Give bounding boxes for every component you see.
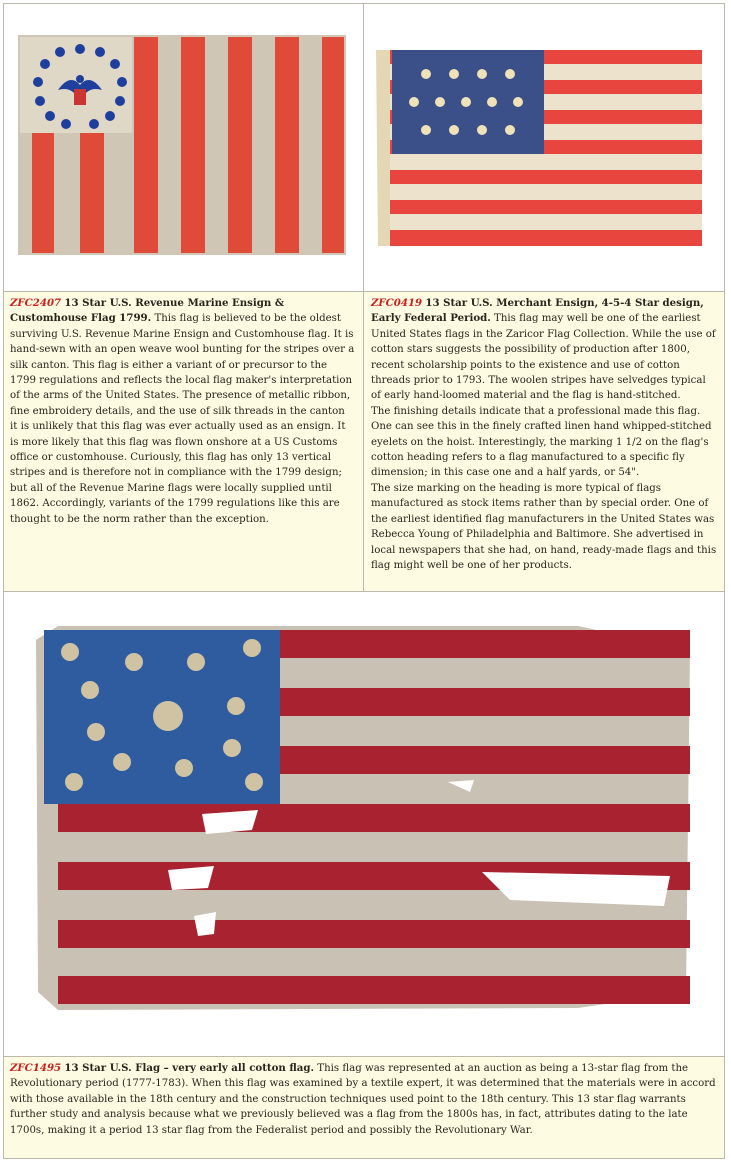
catalog-code: ZFC1495: [10, 1062, 62, 1074]
column-divider: [363, 3, 364, 591]
flag-description: This flag was represented at an auction as being a 13-star flag from the Revolutionary period (1777-1783). When this flag was examined by a textile expert, it was determined that the materials were in accord with those available in the 18th century and the construction techniques used point to the 18th century. This 13 star flag warrants further study and analysis because what we previously believed was a flag from the 1800s has, in fact, attributes dating to the late 1700s, making it a period 13 star flag from the Federalist period and possibly the Revolutionary War.: [10, 1063, 716, 1136]
catalog-code: ZFC0419: [371, 297, 423, 309]
flag-title: 13 Star U.S. Merchant Ensign, 4-5-4 Star design, Early Federal Period.: [371, 297, 704, 325]
flag-description: This flag is believed to be the oldest surviving U.S. Revenue Marine Ensign and Customhouse flag. It is hand-sewn with an open weave wool bunting for the stripes over a silk canton. This flag is either a variant of or precursor to the 1799 regulations and reflects the local flag maker's interpretation of the arms of the United States. The presence of metallic ribbon, fine embroidery details, and the use of silk threads in the canton it is unlikely that this flag was ever actually used as an ensign. It is more likely that this flag was flown onshore at a US Customs office or customhouse. Curiously, this flag has only 13 vertical stripes and is therefore not in compliance with the 1799 design; but all of the Revenue Marine flags were locally supplied until 1862. Accordingly, variants of the 1799 regulations like this are thought to be the norm rather than the exception.: [10, 313, 355, 525]
catalog-code: ZFC2407: [10, 297, 62, 309]
divider-photo-caption-top: [3, 291, 725, 292]
flag-description: This flag may well be one of the earliest United States flags in the Zaricor Flag Collection. While the use of cotton stars suggests the possibility of production after 1800, recent scholarship points to the existence and use of cotton threads prior to 1793. The woolen stripes have selvedges typical of early hand-loomed material and the flag is hand-stitched.: [371, 313, 716, 402]
flag-description-3: The size marking on the heading is more typical of flags manufactured as stock items rather than by special order. One of the earliest identified flag manufacturers in the United States was Rebecca Young of Philadelphia and Baltimore. She advertised in local newspapers that she had, on hand, ready-made flags and this flag might well be one of her products.: [371, 482, 717, 571]
flag-title: 13 Star U.S. Revenue Marine Ensign & Customhouse Flag 1799.: [10, 297, 285, 325]
divider-photo-caption-bottom: [3, 1056, 725, 1057]
divider-row: [3, 591, 725, 592]
flag-title: 13 Star U.S. Flag – very early all cotton flag.: [64, 1062, 315, 1074]
flag-description-2: The finishing details indicate that a professional made this flag. One can see this in the finely crafted linen hand whipped-stitched eyelets on the hoist. Interestingly, the marking 1 1/2 on the flag's cotton heading refers to a flag manufactured to a specific fly dimension; in this case one and a half yards, or 54".: [371, 405, 712, 479]
page-frame: [3, 3, 725, 1159]
